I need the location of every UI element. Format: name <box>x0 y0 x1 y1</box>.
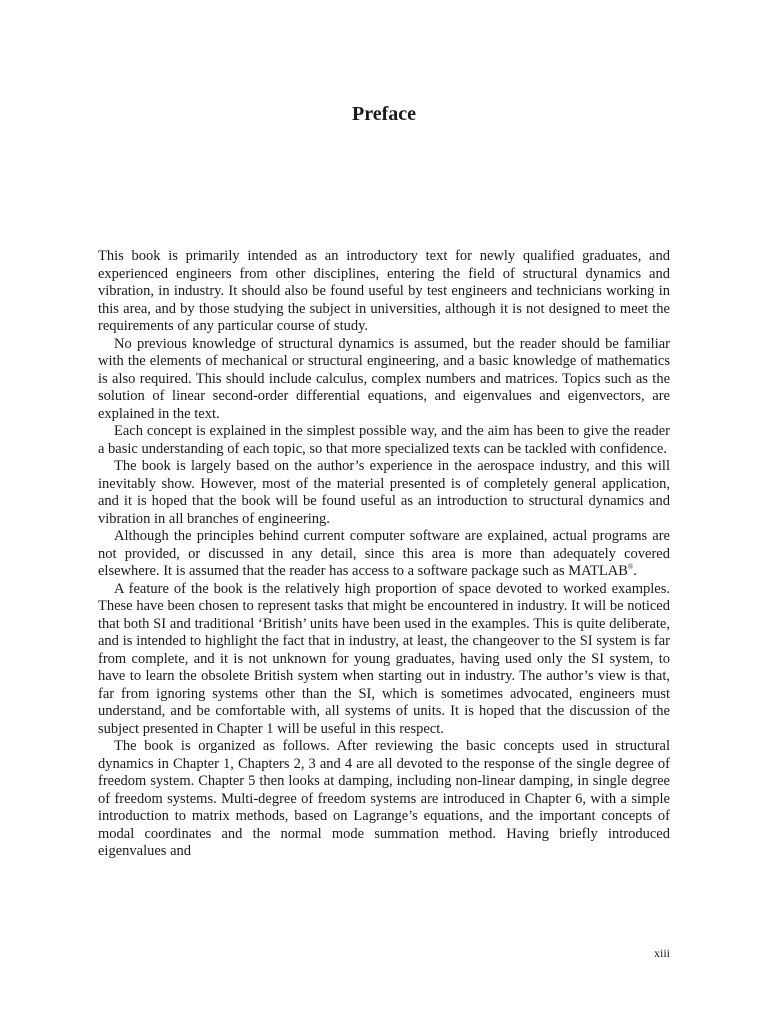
page-title: Preface <box>351 103 417 125</box>
paragraph: Each concept is explained in the simplest possible way, and the aim has been to give the reader a basic understanding of each topic, so that more specialized texts can be tackled with confidence. <box>98 423 670 457</box>
paragraph-text: Although the principles behind current computer software are explained, actual programs are not provided, or discussed in any detail, since this area is more than adequately covered elsewhere. It is assumed that the reader has access to a software package such as MATLAB <box>98 528 670 579</box>
paragraph-tail: . <box>633 563 637 579</box>
paragraph: A feature of the book is the relatively high proportion of space devoted to worked examples. These have been chosen to represent tasks that might be encountered in industry. It will be noticed that both SI and traditional ‘British’ units have been used in the examples. This is quite deliberate, and is intended to highlight the fact that in industry, at least, the changeover to the SI system is far from complete, and it is not unknown for young graduates, having used only the SI system, to have to learn the obsolete British system when starting out in industry. The author’s view is that, far from ignoring systems other than the SI, which is sometimes advocated, engineers must understand, and be comfortable with, all systems of units. It is hoped that the discussion of the subject presented in Chapter 1 will be useful in this respect. <box>98 580 670 737</box>
paragraph: The book is organized as follows. After reviewing the basic concepts used in structural dynamics in Chapter 1, Chapters 2, 3 and 4 are all devoted to the response of the single degree of freedom system. Chapter 5 then looks at damping, including non-linear damping, in single degree of freedom systems. Multi-degree of freedom systems are introduced in Chapter 6, with a simple introduction to matrix methods, based on Lagrange’s equations, and the important concepts of modal coordinates and the normal mode summation method. Having briefly introduced eigenvalues and <box>98 738 670 859</box>
paragraph <box>98 528 670 581</box>
registered-mark: ® <box>627 563 634 572</box>
page-number: xiii <box>653 946 670 960</box>
paragraph: No previous knowledge of structural dynamics is assumed, but the reader should be familiar with the elements of mechanical or structural engineering, and a basic knowledge of mathematics is also required. This should include calculus, complex numbers and matrices. Topics such as the solution of linear second-order differential equations, and eigenvalues and eigenvectors, are explained in the text. <box>98 335 670 422</box>
paragraph: This book is primarily intended as an introductory text for newly qualified graduates, and experienced engineers from other disciplines, entering the field of structural dynamics and vibration, in industry. It should also be found useful by test engineers and technicians working in this area, and by those studying the subject in universities, although it is not designed to meet the requirements of any particular course of study. <box>98 248 670 334</box>
paragraph: The book is largely based on the author’s experience in the aerospace industry, and this will inevitably show. However, most of the material presented is of completely general application, and it is hoped that the book will be found useful as an introduction to structural dynamics and vibration in all branches of engineering. <box>98 458 670 527</box>
preface-body <box>98 248 670 861</box>
